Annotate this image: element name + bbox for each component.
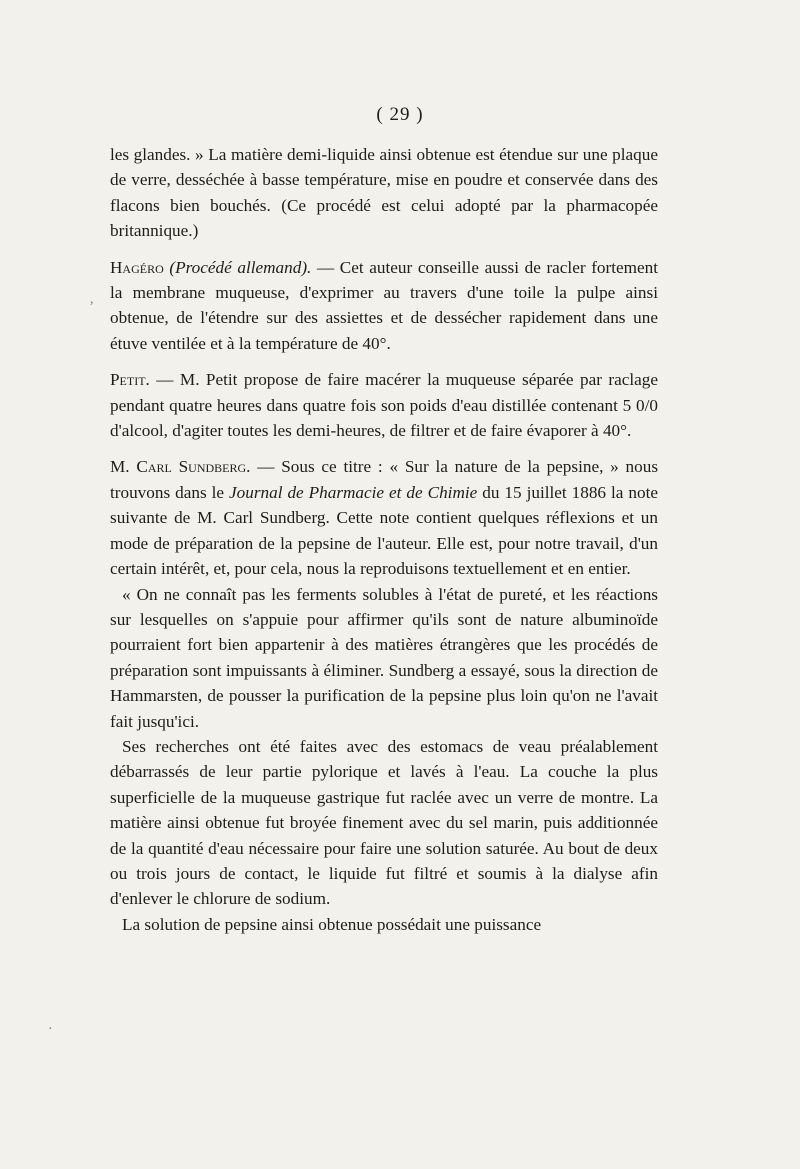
author-petit: Petit. bbox=[110, 370, 150, 390]
page-number: ( 29 ) bbox=[376, 104, 424, 125]
method-label: (Procédé allemand). bbox=[169, 257, 312, 277]
body-text bbox=[110, 142, 658, 937]
paragraph-1: les glandes. » La matière demi-liquide ainsi obtenue est étendue sur une plaque de verre, desséchée à basse température, mise en poudre et conservée dans des flacons bien bouchés. (Ce procédé est celui adopté par la pharmacopée britannique.) bbox=[110, 145, 658, 241]
author-hagero: Hagéro bbox=[110, 257, 164, 277]
paragraph-sundberg: M. Carl Sundberg. — Sous ce titre : « Sur la nature de la pepsine, » nous trouvons dans le Journal de Pharmacie et de Chimie du 15 juillet 1886 la note suivante de M. Carl Sundberg. Cette note contient quelques réflexions et un mode de préparation de la pepsine de l'auteur. Elle est, pour notre travail, d'un certain intérêt, et, pour cela, nous la reproduisons textuellement et en entier. bbox=[110, 457, 659, 579]
author-sundberg: M. Carl Sundberg. bbox=[110, 457, 251, 477]
journal-title: Journal de Pharmacie et de Chimie bbox=[229, 482, 478, 502]
paragraph-quote-1: « On ne connaît pas les ferments solubles à l'état de pureté, et les réactions sur lesquelles on s'appuie pour affirmer qu'ils sont de nature albuminoïde pourraient fort bien appartenir à des matières étrangères que les procédés de préparation sont impuissants à éliminer. Sundberg a essayé, sous la direction de Hammarsten, de pousser la purification de la pepsine plus loin qu'on ne l'avait fait jusqu'ici. bbox=[110, 584, 658, 731]
paragraph-quote-3: La solution de pepsine ainsi obtenue possédait une puissance bbox=[122, 914, 542, 934]
paragraph-hagero: Hagéro (Procédé allemand). — Cet auteur conseille aussi de racler fortement la membrane muqueuse, d'exprimer au travers d'une toile la pulpe ainsi obtenue, de l'étendre sur des assiettes et de dessécher rapidement dans une étuve ventilée et à la température de 40°. bbox=[110, 257, 659, 353]
margin-mark: , bbox=[90, 292, 94, 307]
paragraph-petit: Petit. — M. Petit propose de faire macérer la muqueuse séparée par raclage pendant quatre heures dans quatre fois son poids d'eau distillée contenant 5 0/0 d'alcool, d'agiter toutes les demi-heures, de filtrer et de faire évaporer à 40°. bbox=[110, 370, 658, 441]
margin-mark: · bbox=[48, 1022, 53, 1037]
paragraph-quote-2: Ses recherches ont été faites avec des estomacs de veau préalablement débarrassés de leur partie pylorique et lavés à l'eau. La couche la plus superficielle de la muqueuse gastrique fut raclée avec un verre de montre. La matière ainsi obtenue fut broyée finement avec du sel marin, puis additionnée de la quantité d'eau nécessaire pour faire une solution saturée. Au bout de deux ou trois jours de contact, le liquide fut filtré et soumis à la dialyse afin d'enlever le chlorure de sodium. bbox=[110, 736, 658, 909]
